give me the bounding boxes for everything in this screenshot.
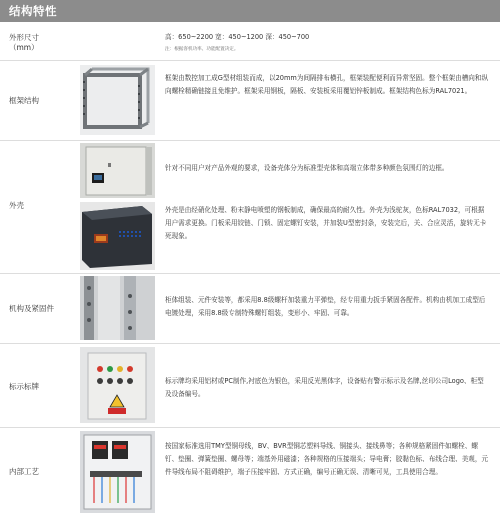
signage-text: 标示牌均采用铝材或PC制作,衬底色为银色，采用反光黑体字，设备贴有警示标示及名牌,丝印公司Logo、柜型及设备编号。	[165, 377, 484, 398]
mechanism-text: 柜体组装、元件安装等，都采用8.8级螺杆加装重力平弹垫，经专用重力扳手紧固各配件。机构由机加工成型后电镀处理，采用8.8级专制特殊螺钉组装，变形小、牢固、可靠。	[165, 296, 486, 317]
enclosure-text-2: 外壳是由经硝化处理、粉末静电喷塑的钢板制成，确保最高的耐久性。外壳为浅驼灰，色标RAL7032，可根据用户需求更换。门板采用铰链、门锁、固定螺钉安装，并加装U型密封条，安装完后，关、合应灵活，旋转无卡死现象。	[165, 206, 487, 240]
section-title: 结构特性	[9, 4, 57, 18]
mechanism-image	[80, 276, 155, 340]
frame-structure-image	[80, 65, 155, 135]
internal-craft-text: 按国家标准选用TMY型铜母线，BV、BVR型铜芯塑料导线、铜接头、接线鼻等；各种规格紧固件如螺栓、螺钉、垫圈、弹簧垫圈、螺母等；端基外用磁漆；各种规格的压接端头；导电膏；胶黏色标、布线合理、美观，元件导线布局不阻碍维护，端子压接牢固、方式正确，编号正确无误、清晰可见，工具使用合理。	[165, 442, 489, 476]
enclosure-image-2	[80, 202, 155, 270]
row-frame-structure	[0, 60, 500, 141]
enclosure-text-1: 针对不同用户对产品外观的要求，设备壳体分为标准型壳体和高端立体带多种颜色氛围灯的边框。	[165, 164, 449, 172]
row-label-enclosure: 外壳	[9, 201, 24, 210]
enclosure-image-1	[80, 143, 155, 198]
dimensions-note: 注：根据客机功率、功能配置决定。	[165, 47, 239, 52]
internal-craft-image	[80, 431, 155, 513]
row-dimensions	[0, 22, 500, 61]
row-label-mechanism: 机构及紧固件	[9, 304, 54, 313]
row-enclosure	[0, 140, 500, 274]
row-label-dimensions: 外形尺寸 （mm）	[9, 33, 39, 52]
section-header	[0, 0, 500, 22]
row-signage	[0, 343, 500, 428]
signage-image	[80, 347, 155, 423]
row-label-frame: 框架结构	[9, 96, 39, 105]
row-label-internal: 内部工艺	[9, 467, 39, 476]
row-mechanism	[0, 273, 500, 344]
frame-structure-text: 框架由数控加工成G型材组装而成，以20mm为间隔排布横孔，框架装配便利而异常坚固。整个框架由槽向和纵向螺栓精确链接且免维护。框架采用钢板，隔板、安装板采用覆铝锌板制成。框架结构色标为RAL7021。	[165, 74, 489, 95]
row-label-signage: 标示标牌	[9, 382, 39, 391]
dimensions-text: 高：650~2200 宽：450~1200 深：450~700	[165, 33, 310, 41]
row-internal-craft	[0, 427, 500, 516]
